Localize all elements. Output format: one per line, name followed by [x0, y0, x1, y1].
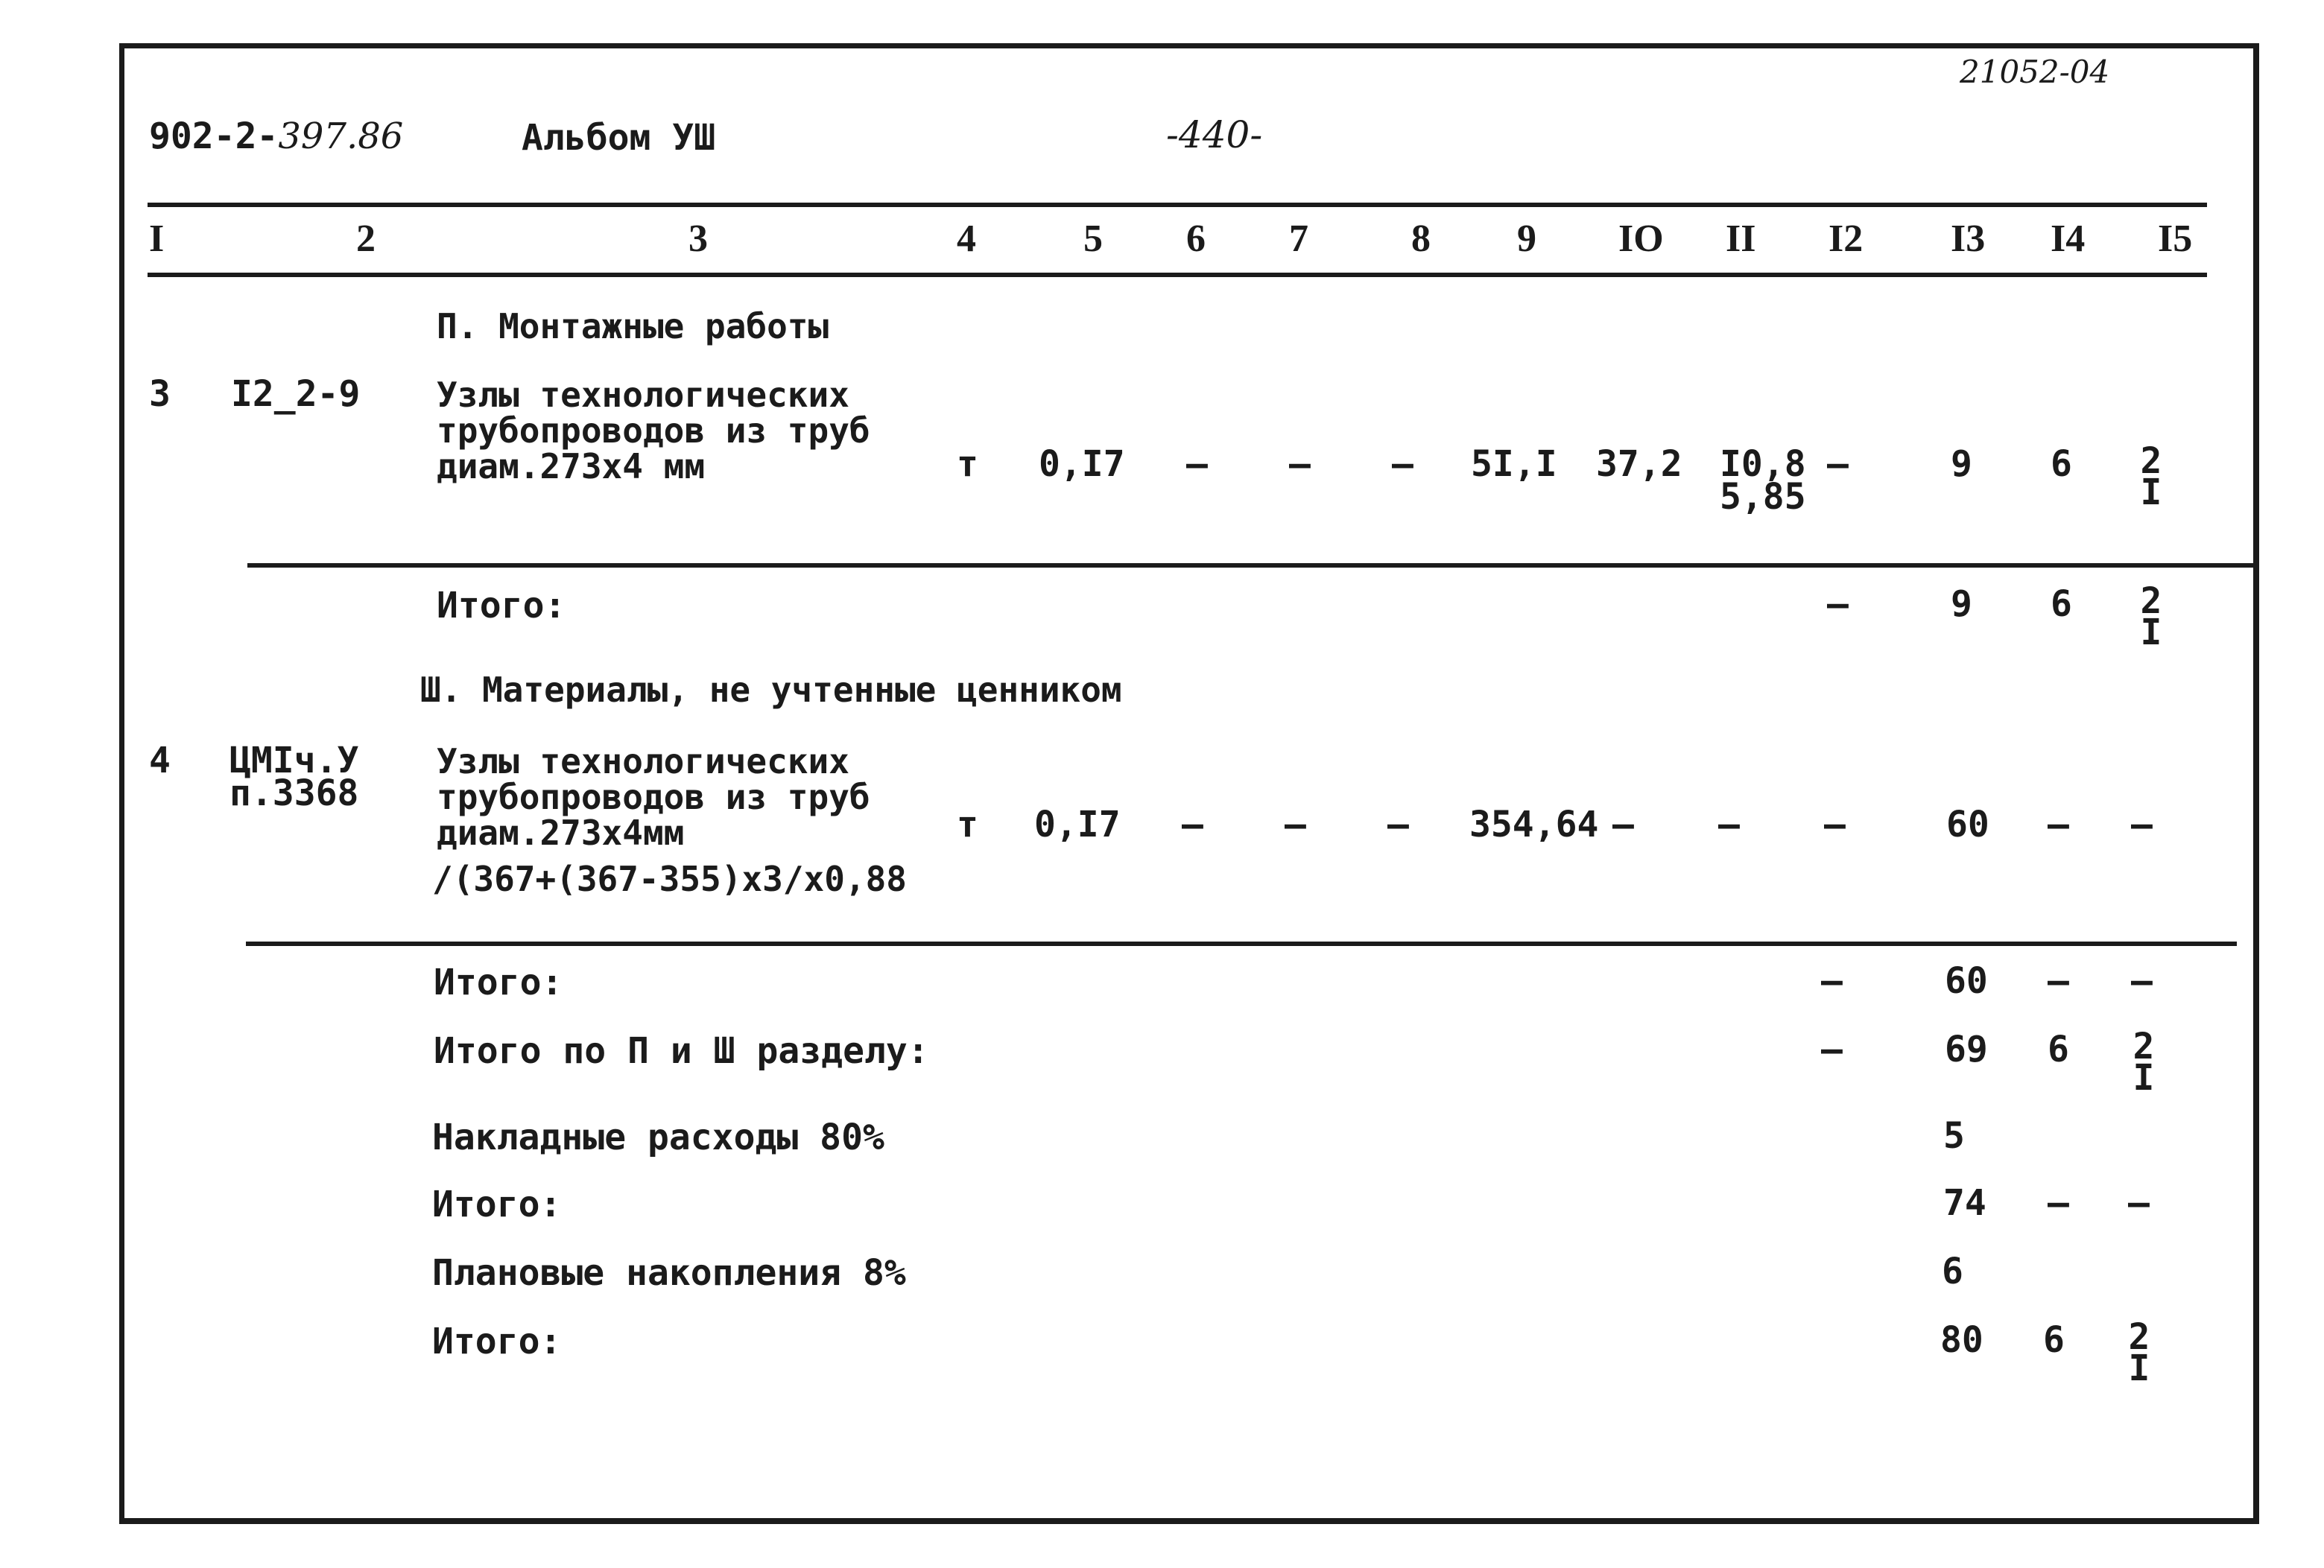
- total-s3-c14: –: [2048, 960, 2069, 1002]
- col-header-15: I5: [2158, 218, 2193, 260]
- row3-c14: 6: [2051, 443, 2072, 485]
- row4-code-line1: ЦМIч.У: [229, 740, 359, 781]
- col-header-12: I2: [1829, 218, 1864, 260]
- grand-total-c15-top: 2: [2128, 1316, 2150, 1358]
- overhead-label: Накладные расходы 80%: [432, 1117, 884, 1158]
- row3-desc-line2: трубопроводов из труб: [437, 410, 870, 451]
- total-after-overhead-c14: –: [2048, 1182, 2069, 1224]
- total-after-overhead-label: Итого:: [432, 1184, 562, 1225]
- total-s2-label: Итого:: [437, 585, 566, 626]
- total-s2-c15-top: 2: [2140, 580, 2162, 622]
- col-header-9: 9: [1517, 218, 1536, 260]
- row3-c7: –: [1289, 443, 1311, 485]
- row4-rule: [246, 942, 2237, 946]
- col-header-3: 3: [688, 218, 708, 260]
- row4-unit: т: [957, 804, 978, 845]
- row3-c10: 37,2: [1596, 443, 1682, 485]
- total-s3-c12: –: [1821, 960, 1843, 1002]
- col-header-14: I4: [2051, 218, 2086, 260]
- col-header-8: 8: [1411, 218, 1431, 260]
- album-label: Альбом УШ: [522, 117, 716, 159]
- total-s2-c15: [2133, 580, 2170, 653]
- col-header-2: 2: [356, 218, 376, 260]
- total-after-overhead-c13: 74: [1943, 1182, 1986, 1224]
- col-header-7: 7: [1289, 218, 1308, 260]
- total-s2-c14: 6: [2051, 583, 2072, 625]
- total-s2-c13: 9: [1951, 583, 1972, 625]
- row3-c15-bottom: I: [2140, 472, 2162, 513]
- total-s3-c15: –: [2131, 960, 2153, 1002]
- row4-c11: –: [1718, 804, 1740, 845]
- total-after-overhead-c15: –: [2128, 1182, 2150, 1224]
- row4-c9: 354,64: [1469, 804, 1599, 845]
- row3-c6: –: [1186, 443, 1208, 485]
- row4-code-line2: п.3368: [229, 772, 359, 814]
- grand-total-c14: 6: [2043, 1319, 2065, 1361]
- col-header-11: II: [1726, 218, 1756, 260]
- document-code-prefix: 902-2-: [149, 115, 279, 157]
- row3-c5: 0,I7: [1039, 443, 1125, 485]
- grand-total-c15: [2121, 1316, 2158, 1389]
- col-header-13: I3: [1951, 218, 1986, 260]
- row3-c15-top: 2: [2140, 440, 2162, 482]
- section-title-2: П. Монтажные работы: [437, 306, 829, 346]
- grand-total-label: Итого:: [432, 1321, 562, 1362]
- section-title-3: Ш. Материалы, не учтенные ценником: [420, 670, 1122, 710]
- row4-c5: 0,I7: [1034, 804, 1121, 845]
- planned-c13: 6: [1942, 1251, 1963, 1292]
- row3-rule: [247, 563, 2259, 568]
- row3-desc-line3: диам.273х4 мм: [437, 446, 706, 486]
- page-number: -440-: [1166, 113, 1263, 156]
- row4-desc-line1: Узлы технологических: [437, 741, 849, 781]
- col-header-10: IO: [1618, 218, 1664, 260]
- total-s23-c15-top: 2: [2133, 1026, 2155, 1067]
- row4-c10: –: [1612, 804, 1634, 845]
- total-s23-c12: –: [1821, 1029, 1843, 1070]
- total-s2-c12: –: [1827, 583, 1849, 625]
- row3-c11-line1: I0,8: [1720, 443, 1806, 485]
- row3-c9: 5I,I: [1471, 443, 1557, 485]
- grand-total-c15-bottom: I: [2128, 1348, 2150, 1389]
- row3-unit: т: [957, 443, 978, 485]
- header-rule-bottom: [148, 273, 2207, 277]
- row3-c8: –: [1392, 443, 1413, 485]
- total-s23-c15: [2125, 1026, 2162, 1099]
- row3-desc-line1: Узлы технологических: [437, 375, 849, 415]
- row3-c12: –: [1827, 443, 1849, 485]
- col-header-5: 5: [1083, 218, 1103, 260]
- row4-c13: 60: [1946, 804, 1989, 845]
- grand-total-c13: 80: [1940, 1319, 1983, 1361]
- total-s23-c15-bottom: I: [2133, 1057, 2155, 1099]
- total-s23-c14: 6: [2048, 1029, 2069, 1070]
- row3-c15: [2133, 440, 2170, 513]
- row4-c7: –: [1285, 804, 1306, 845]
- planned-label: Плановые накопления 8%: [432, 1252, 906, 1294]
- total-s3-label: Итого:: [434, 962, 563, 1003]
- col-header-6: 6: [1186, 218, 1206, 260]
- document-code: [149, 115, 404, 157]
- row4-c15: –: [2131, 804, 2153, 845]
- total-s2-c15-bottom: I: [2140, 612, 2162, 653]
- row3-code: I2_2-9: [231, 373, 361, 415]
- row4-desc-line2: трубопроводов из труб: [437, 777, 870, 817]
- row4-desc-line4: /(367+(367-355)х3/х0,88: [432, 859, 907, 899]
- header-rule-top: [148, 203, 2207, 207]
- overhead-c13: 5: [1943, 1115, 1965, 1157]
- total-s23-label: Итого по П и Ш разделу:: [434, 1030, 929, 1072]
- row3-number: 3: [149, 373, 171, 415]
- archive-stamp: 21052-04: [1960, 54, 2110, 90]
- row3-c11-line2: 5,85: [1720, 476, 1806, 518]
- row4-c12: –: [1824, 804, 1846, 845]
- row4-number: 4: [149, 740, 171, 781]
- total-s3-c13: 60: [1945, 960, 1988, 1002]
- row4-desc-line3: диам.273х4мм: [437, 813, 685, 853]
- row4-c6: –: [1182, 804, 1203, 845]
- row3-c13: 9: [1951, 443, 1972, 485]
- row4-c8: –: [1387, 804, 1409, 845]
- col-header-1: I: [149, 218, 165, 260]
- total-s23-c13: 69: [1945, 1029, 1988, 1070]
- row4-c14: –: [2048, 804, 2069, 845]
- document-code-handwritten: 397.86: [278, 115, 404, 157]
- col-header-4: 4: [957, 218, 976, 260]
